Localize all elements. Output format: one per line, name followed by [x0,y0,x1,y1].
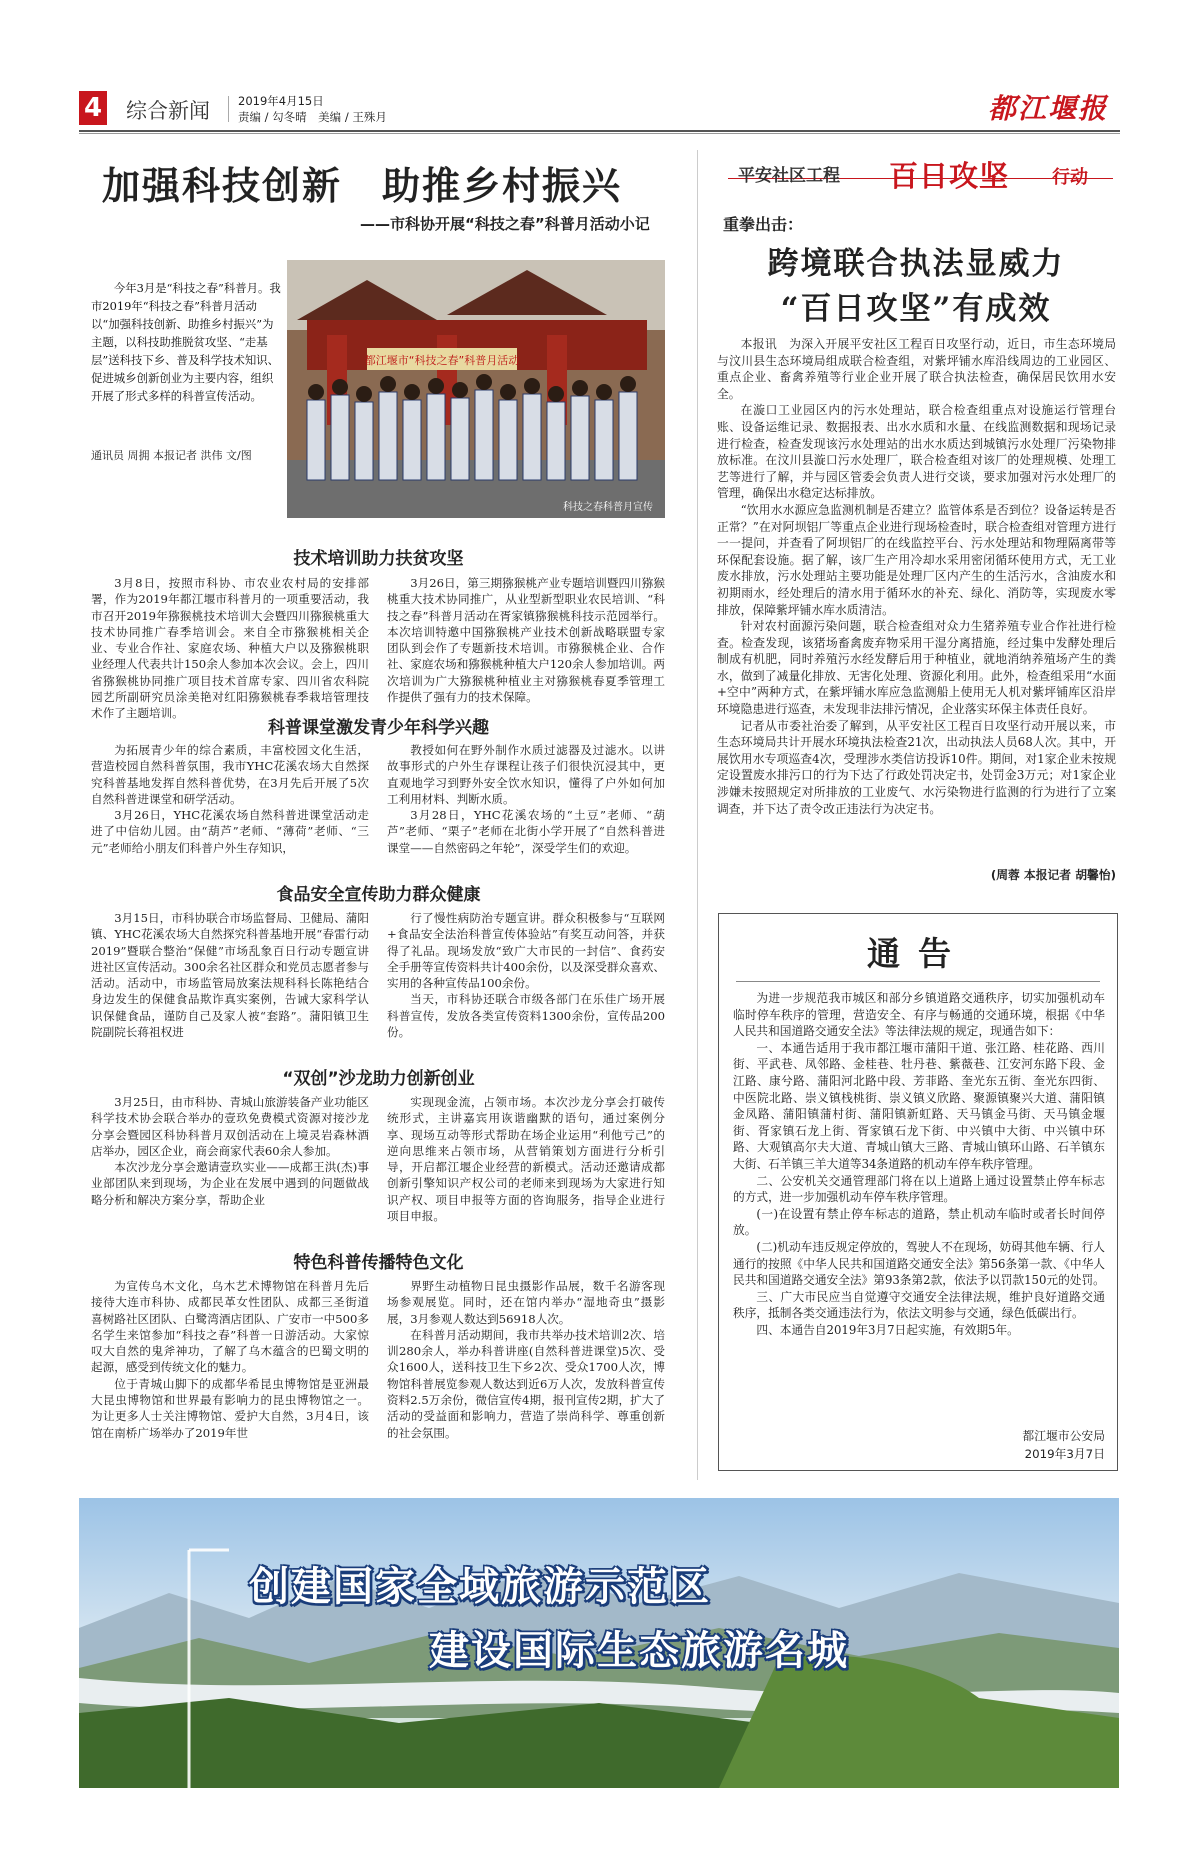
article-paragraph: “饮用水水源应急监测机制是否建立？监管体系是否到位？设备运转是否正常？”在对阿坝铝厂等重点企业进行现场检查时，联合检查组对管理方进行一一提问，并查看了阿坝铝厂的在线监控平台、污水处理站和物理隔离带等环保配套设施。据了解，该厂生产用冷却水采用密闭循环使用方式，无工业废水排放，污水处理站主要功能是处理厂区内产生的生活污水，含油废水和初期雨水，经处理后的清水用于循环水的补充、绿化、消防等，实现废水零排放，保障紫坪铺水库水质清洁。 [717,502,1116,617]
slogan-line1: 创建国家全域旅游示范区 [249,1563,711,1610]
article-paragraph: 在漩口工业园区内的污水处理站，联合检查组重点对设施运行管理台账、设备运维记录、数据报表、出水水质和水量、在线监测数据和现场记录进行检查，检查发现该污水处理站的出水水质达到城镇污水处理厂污染物排放标准。在汶川县漩口污水处理厂，联合检查组对该厂的处理规模、处理工艺等进行了解，并与园区管委会负责人进行交谈，要求加强对污水处理厂的管理，确保出水稳定达标排放。 [717,403,1116,501]
article-paragraph: 为拓展青少年的综合素质，丰富校园文化生活，营造校园自然科普氛围，我市YHC花溪农场大自然探究科普基地发挥自然科普优势，在3月先后开展了5次自然科普进课堂和研学活动。 [91,743,369,806]
article-paragraph: 针对农村面源污染问题，联合检查组对众力生猪养殖专业合作社进行检查。检查发现，该猪场畜禽废弃物采用干湿分离措施，经过集中发酵处理后制成有机肥，同时养殖污水经发酵后用于种植业，就地消纳养殖场产生的粪水，做到了减量化排放、无害化处理、资源化利用。此外，检查组采用“水面+空中”两种方式，在紫坪铺水库应急监测船上使用无人机对紫坪铺库区沿岸环境隐患进行巡查，未发现非法排污情况，企业落实环保主体责任良好。 [717,619,1116,717]
group-photo-illustration [287,260,665,518]
article-paragraph: 实现现金流，占领市场。本次沙龙分享会打破传统形式，主讲嘉宾用诙谐幽默的语句，通过案例分享、现场互动等形式帮助在场企业运用“利他亏己”的逆向思维来占领市场，从营销策划方面进行分析引导，开启都江堰企业经营的新模式。活动还邀请成都创新引擎知识产权公司的老师来到现场为大家进行知识产权、项目申报等方面的咨询服务，指导企业进行项目申报。 [387,1095,665,1224]
column-divider [697,150,698,1480]
notice-paragraph: 为进一步规范我市城区和部分乡镇道路交通秩序，切实加强机动车临时停车秩序的管理，营造安全、有序与畅通的交通环境，根据《中华人民共和国道路交通安全法》等法律法规的规定，现通告如下： [733,991,1105,1039]
article-paragraph: 3月25日，由市科协、青城山旅游装备产业功能区科学技术协会联合举办的壹玖免费模式资源对接沙龙分享会暨园区科协科普月双创活动在上境灵岩森林酒店举办，园区企业，商会商家代表60余人参加。 [91,1095,369,1158]
article-paragraph: 位于青城山脚下的成都华希昆虫博物馆是亚洲最大昆虫博物馆和世界最有影响力的昆虫博物馆之一。为让更多人士关注博物馆、爱护大自然，3月4日，该馆在南桥广场举办了2019年世 [91,1376,369,1440]
article-paragraph: 行了慢性病防治专题宣讲。群众积极参与“互联网+食品安全法治科普宣传体验站”有奖互动问答，并获得了礼品。现场发放“致广大市民的一封信”、食药安全手册等宣传资料共计400余份，以及深受群众喜欢、实用的各种宣传品100余份。 [387,911,665,991]
article-paragraph: 3月28日，YHC花溪农场的“土豆”老师、“葫芦”老师、“栗子”老师在北街小学开展了“自然科普进课堂——自然密码之年轮”，深受学生们的欢迎。 [387,808,665,855]
article-paragraph: 为宣传乌木文化，乌木艺术博物馆在科普月先后接待大连市科协、成都民革女性团队、成都三圣街道喜树路社区团队、白鹭湾酒店团队、广安市一中500多名学生来馆参加“科技之春”科普一日游活动。大家惊叹大自然的鬼斧神功，了解了乌木蕴含的巴蜀文明的起源，感受到传统文化的魅力。 [91,1279,369,1375]
notice-date: 2019年3月7日 [1024,1447,1105,1461]
article-column [387,1094,665,1224]
article-column [91,742,369,856]
notice-paragraph: (二)机动车违反规定停放的，驾驶人不在现场，妨碍其他车辆、行人通行的按照《中华人民共和国道路交通安全法》第56条第一款、《中华人民共和国道路交通安全法》第93条第2款，依法予以罚款150元的处罚。 [733,1239,1105,1288]
notice-paragraph: 三、广大市民应当自觉遵守交通安全法律法规，维护良好道路交通秩序，抵制各类交通违法行为，依法文明参与交通，绿色低碳出行。 [733,1289,1105,1321]
notice-paragraph: 一、本通告适用于我市都江堰市蒲阳干道、张江路、桂花路、西川街、平武巷、凤邻路、金桂巷、牡丹巷、紫薇巷、江安河东路下段、金江路、康兮路、蒲阳河北路中段、芳菲路、奎光东五街、奎光东四街、中医院北路、崇义镇栈桃街、崇义镇义欣路、聚源镇聚兴大道、蒲阳镇金凤路、蒲阳镇蒲村街、蒲阳镇新虹路、天马镇金马街、天马镇金堰街、胥家镇石龙上街、胥家镇石龙下街、中兴镇中大街、中兴镇中环路、大观镇高尔夫大道、青城山镇大三路、青城山镇环山路、石羊镇东大街、石羊镇三羊大道等34条道路的机动车停车秩序管理。 [733,1040,1105,1171]
notice-paragraph: (一)在设置有禁止停车标志的道路，禁止机动车临时或者长时间停放。 [733,1206,1105,1238]
article-column [91,1278,369,1441]
issue-date: 2019年4月15日 [238,94,324,108]
article-paragraph: 本报讯 为深入开展平安社区工程百日攻坚行动，近日，市生态环境局与汶川县生态环境局组成联合检查组，对紫坪铺水库沿线周边的工业园区、重点企业、畜禽养殖等行业企业开展了联合执法检查，确保居民饮用水安全。 [717,337,1116,401]
lead-byline: 通讯员 周拥 本报记者 洪伟 文/图 [91,449,252,462]
lead-photo [287,260,665,518]
article-paragraph: 界野生动植物日昆虫摄影作品展，数千名游客现场参观展览。同时，还在馆内举办“湿地奇虫”摄影展，3月参观人数达到56918人次。 [387,1279,665,1326]
article-column [91,910,369,1040]
section-name: 综合新闻 [126,99,210,123]
section-heading-culture: 特色科普传播特色文化 [293,1253,464,1273]
lead-subheadline: ——市科协开展“科技之春”科普月活动小记 [360,215,650,233]
notice-body [733,990,1105,1338]
article-column [387,742,665,856]
slogan-line2: 建设国际生态旅游名城 [429,1627,849,1674]
masthead-divider [228,96,229,122]
article-paragraph: 教授如何在野外制作水质过滤器及过滤水。以讲故事形式的户外生存课程让孩子们很快沉浸其中，更直观地学习到野外安全饮水知识，懂得了户外如何加工利用材料、判断水质。 [387,743,665,806]
article-column [387,1278,665,1441]
article-paragraph: 在科普月活动期间，我市共举办技术培训2次、培训280余人，举办科普讲座(自然科普进课堂)5次、受众1600人，送科技卫生下乡2次、受众1700人次，博物馆科普展览参观人数达到近6万人次，发放科普宣传资料2.5万余份，微信宣传4期，报刊宣传2期，扩大了活动的受益面和影响力，营造了崇尚科学、尊重创新的社会氛围。 [387,1327,665,1440]
campaign-banner-main: 百日攻坚 [889,159,1010,193]
section-heading-classroom: 科普课堂激发青少年科学兴趣 [268,718,489,738]
notice-title: 通告 [867,934,969,973]
article-paragraph: 3月26日，YHC花溪农场自然科普进课堂活动走进了中信幼儿园。由“葫芦”老师、“薄荷”老师、“三元”老师给小朋友们科普户外生存知识， [91,808,369,855]
masthead-rule [79,130,1120,132]
campaign-banner-suffix: 行动 [1052,167,1088,188]
right-article-signature: (周蓉 本报记者 胡馨怡) [990,868,1116,882]
article-column [91,1094,369,1208]
section-heading-training: 技术培训助力扶贫攻坚 [293,549,464,569]
notice-paragraph: 二、公安机关交通管理部门将在以上道路上通过设置禁止停车标志的方式，进一步加强机动车停车秩序管理。 [733,1173,1105,1205]
article-paragraph: 本次沙龙分享会邀请壹玖实业——成都王洪(杰)事业部团队来到现场，为企业在发展中遇到的问题做战略分析和解决方案分享，帮助企业 [91,1160,369,1207]
article-column [387,575,665,705]
article-paragraph: 3月8日，按照市科协、市农业农村局的安排部署，作为2019年都江堰市科普月的一项重要活动，我市召开2019年猕猴桃技术培训大会暨四川猕猴桃重大技术协同推广春季培训会。来自全市猕猴桃相关企业、专业合作社、家庭农场、种植大户以及猕猴桃职业经理人代表共计150余人参加本次会议。会上，四川省猕猴桃协同推广项目技术首席专家、四川省农科院园艺所副研究员涂美艳对红阳猕猴桃春季栽培管理技术作了主题培训。 [91,576,369,721]
photo-banner-text: 都江堰市“科技之春”科普月活动 [364,354,520,367]
section-heading-food-safety: 食品安全宣传助力群众健康 [276,885,481,905]
article-paragraph: 3月15日，市科协联合市场监督局、卫健局、蒲阳镇、YHC花溪农场大自然探究科普基地开展“春雷行动2019”暨联合整治“保健”市场乱象百日行动专题宣讲进社区宣传活动。300余名社区群众和党员志愿者参与活动。活动中，市场监管局放案法规科科长陈艳结合身边发生的保健食品欺诈真实案例，告诫大家科学认识保健食品，谨防自己及家人被“套路”。蒲阳镇卫生院副院长蒋祖权进 [91,911,369,1040]
article-column [387,910,665,1040]
photo-caption: 科技之春科普月宣传 [563,502,653,513]
article-paragraph: 当天，市科协还联合市级各部门在乐佳广场开展科普宣传，发放各类宣传资料1300余份，宣传品200份。 [387,992,665,1040]
landscape-illustration [79,1498,1119,1788]
notice-issuer: 都江堰市公安局 [1022,1429,1105,1443]
newspaper-logo: 都江堰报 [987,92,1108,125]
right-kicker: 重拳出击： [723,215,804,234]
article-column [91,575,369,722]
tourism-banner [79,1498,1119,1788]
right-headline-line2: “百日攻坚”有成效 [780,291,1052,327]
article-paragraph: 3月26日，第三期猕猴桃产业专题培训暨四川猕猴桃重大技术协同推广，从业型新型职业农民培训、“科技之春”科普月活动在胥家镇猕猴桃科技示范园举行。本次培训特邀中国猕猴桃产业技术创新战略联盟专家团队到会作了专题新技术培训。市猕猴桃企业、合作社、家庭农场和猕猴桃种植大户120余人参加培训。两次培训为广大猕猴桃种植业主对猕猴桃春夏季管理工作提供了强有力的技术保障。 [387,576,665,705]
page-number: 4 [79,91,107,125]
section-heading-salon: “双创”沙龙助力创新创业 [282,1069,475,1089]
masthead-rule-thin [79,133,1120,134]
campaign-banner-prefix: 平安社区工程 [738,166,840,186]
notice-paragraph: 四、本通告自2019年3月7日起实施，有效期5年。 [756,1322,1019,1337]
issue-meta [238,93,387,125]
issue-editors: 责编 / 勾冬晴 美编 / 王殊月 [238,110,387,124]
lead-headline: 加强科技创新 助推乡村振兴 [102,163,623,208]
right-headline-line1: 跨境联合执法显威力 [767,246,1065,282]
notice-divider [736,981,1100,982]
right-article-body [717,336,1116,817]
lead-intro: 今年3月是“科技之春”科普月。我市2019年“科技之春”科普月活动以“加强科技创新、助推乡村振兴”为主题，以科技助推脱贫攻坚、“走基层”送科技下乡、普及科学技术知识、促进城乡创新创业为主要内容，组织开展了形式多样的科普宣传活动。 [91,281,281,403]
article-paragraph: 记者从市委社治委了解到，从平安社区工程百日攻坚行动开展以来，市生态环境局共计开展水环境执法检查21次，出动执法人员68人次。其中，开展饮用水专项巡查4次，受理涉水类信访投诉10件。期间，对1家企业未按规定设置废水排污口的行为下达了行政处罚决定书，处罚金3万元；对1家企业涉嫌未按照规定对所排放的工业废气、水污染物进行监测的行为进行了立案调查，并下达了责令改正违法行为决定书。 [717,718,1116,816]
